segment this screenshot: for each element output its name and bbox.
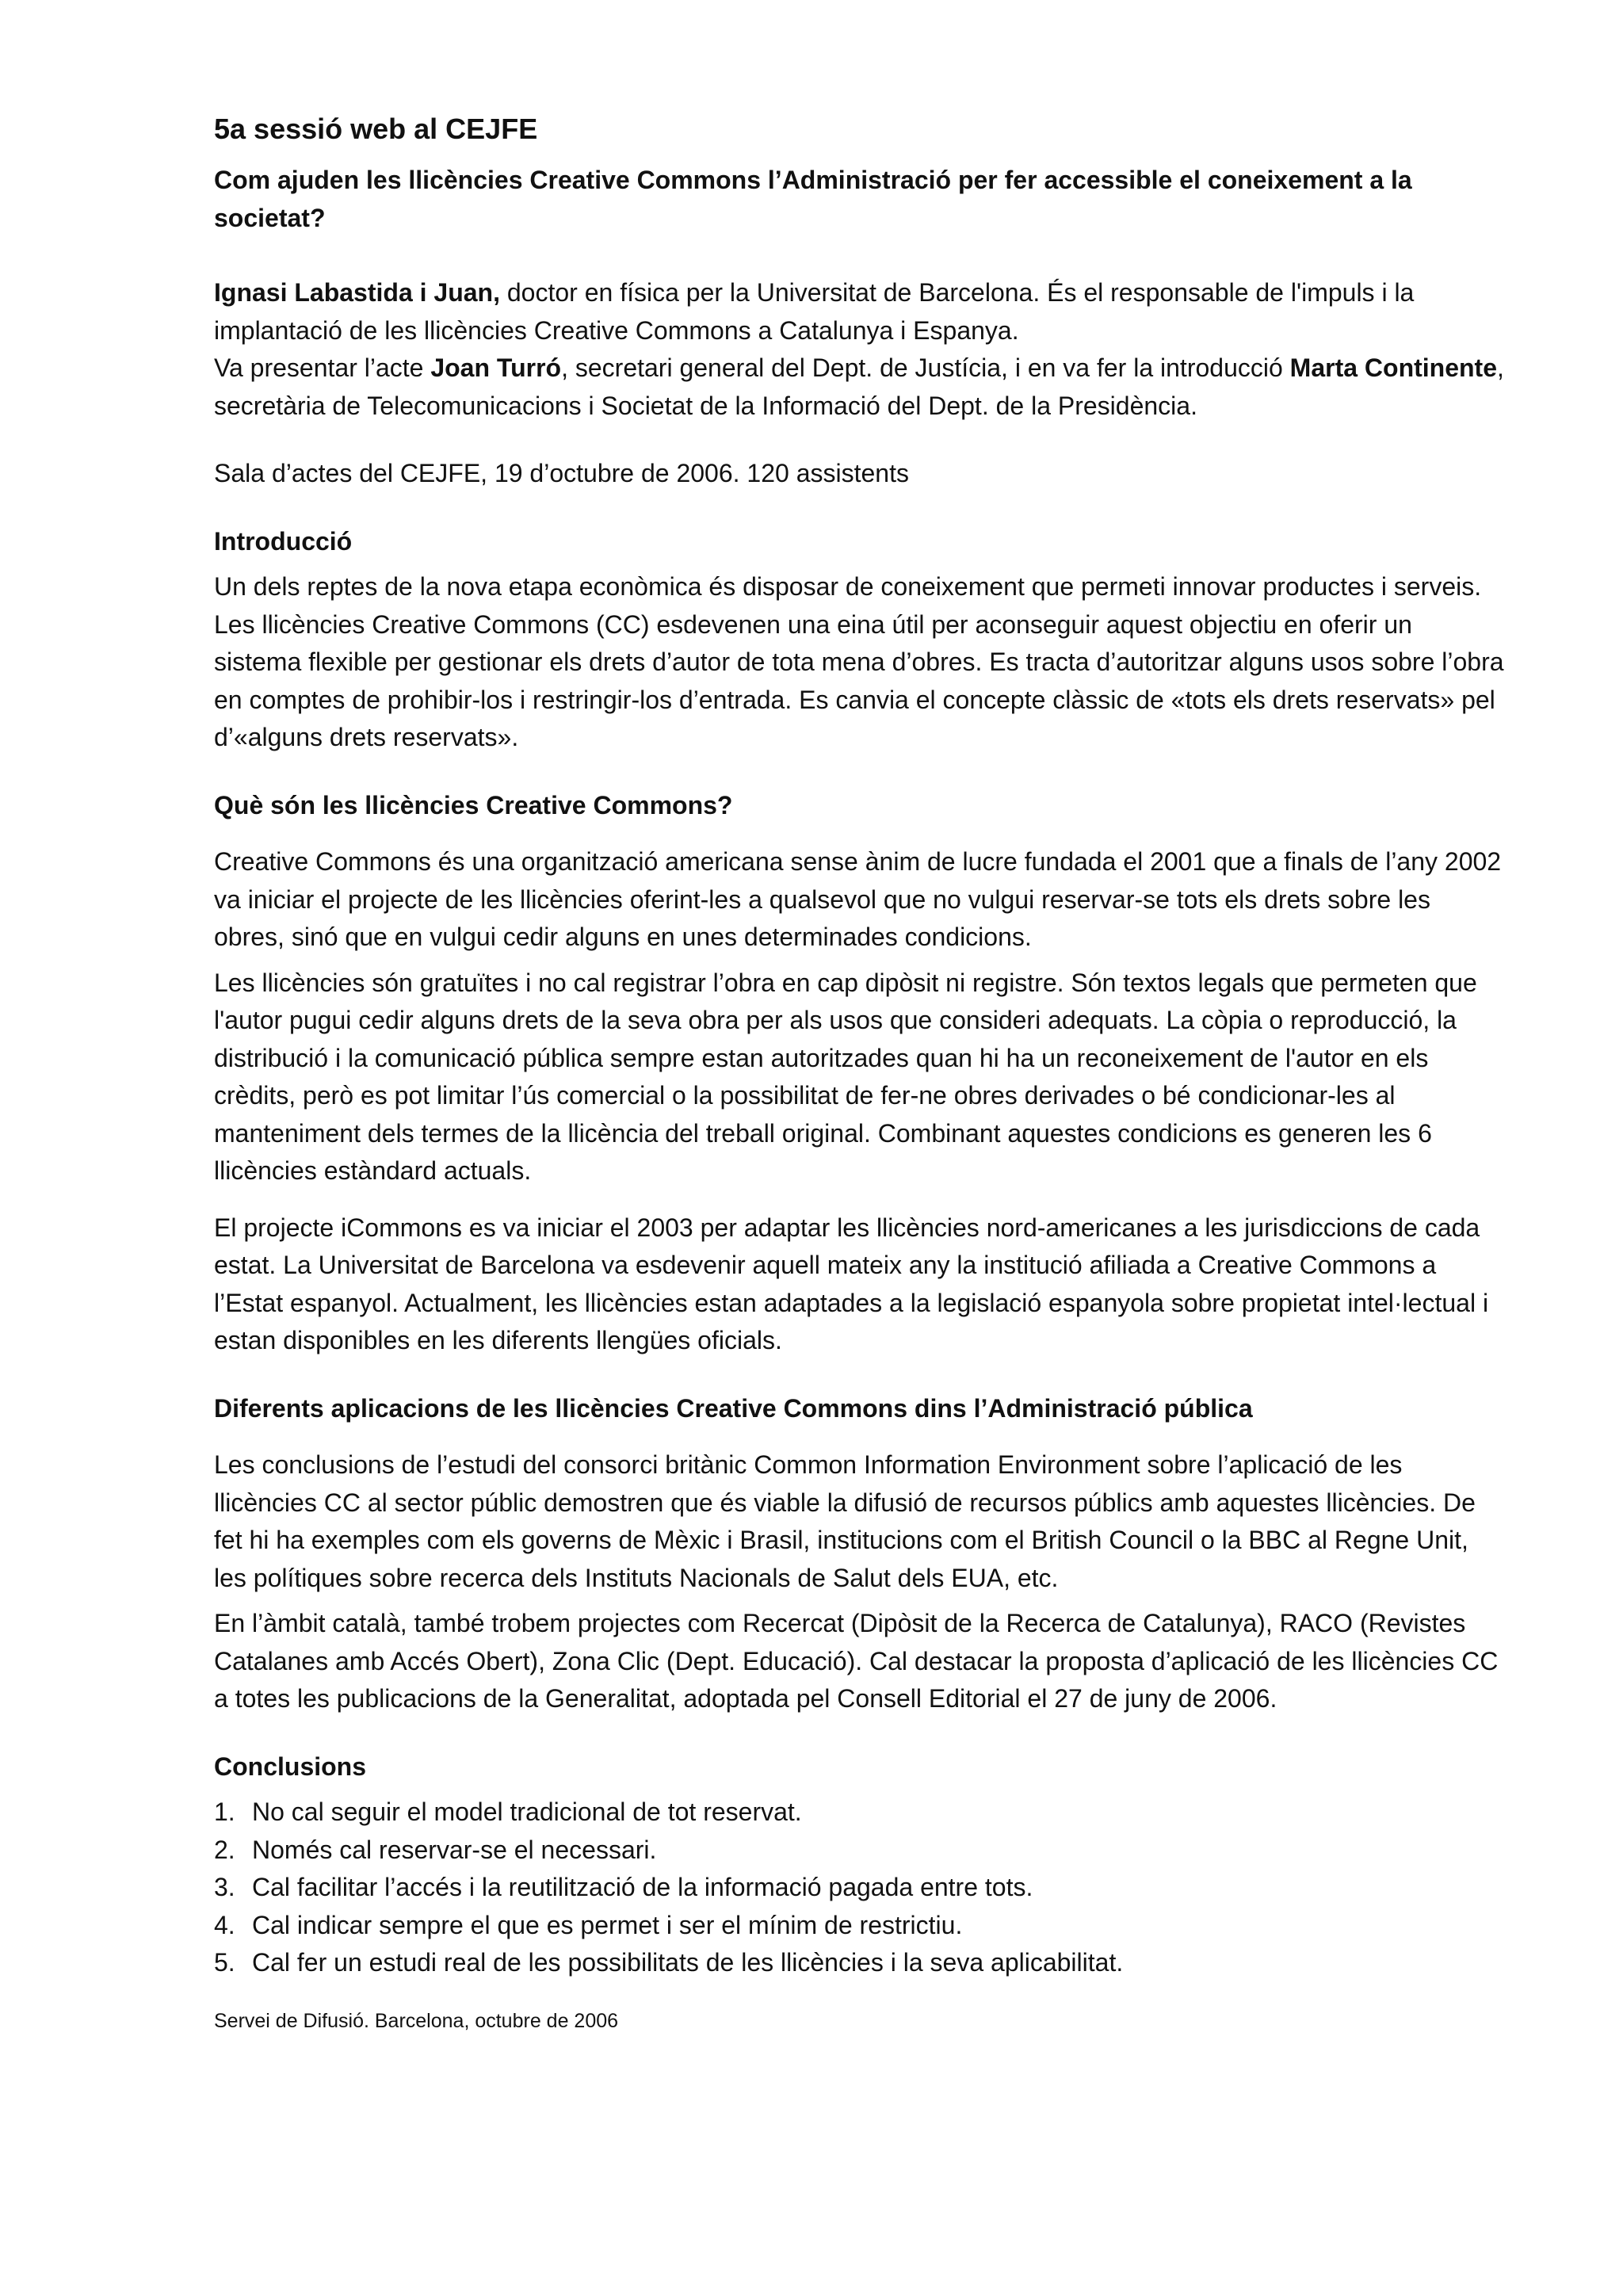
applications-paragraph-2: En l’àmbit català, també trobem projectes com Recercat (Dipòsit de la Recerca de Catalunya), RACO (Revistes Catalanes amb Accés Obert), Zona Clic (Dept. Educació). Cal destacar la proposta d’aplicació de les llicències CC a totes les publicacions de la Generalitat, adoptada pel Consell Editorial el 27 de juny de 2006. xyxy=(214,1609,1499,1713)
page-title: 5a sessió web al CEJFE xyxy=(214,113,538,145)
section-heading-introduction: Introducció xyxy=(214,526,353,556)
footer-note: Servei de Difusió. Barcelona, octubre de 2006 xyxy=(214,2009,619,2032)
what-paragraph-2: Les llicències són gratuïtes i no cal registrar l’obra en cap dipòsit ni registre. Són textos legals que permeten que l'autor pugui cedir alguns drets de la seva obra per als usos que consideri adequats. La còpia o reproducció, la distribució i la comunicació pública sempre estan autoritzades quan hi ha un reconeixement de l'autor en els crèdits, però es pot limitar l’ús comercial o la possibilitat de fer-ne obres derivades o bé condicionar-les al manteniment dels termes de la llicència del treball original. Combinant aquestes condicions es generen les 6 llicències estàndard actuals. xyxy=(214,968,1477,1185)
list-item xyxy=(214,1832,1506,1870)
list-item xyxy=(214,1794,1506,1832)
presentation-text-2: , secretari general del Dept. de Justícia, i en va fer la introducció xyxy=(561,353,1290,382)
list-item-text: Només cal reservar-se el necessari. xyxy=(252,1835,657,1864)
introduction-paragraph: Un dels reptes de la nova etapa econòmica és disposar de coneixement que permeti innovar productes i serveis. Les llicències Creative Commons (CC) esdevenen una eina útil per aconseguir aquest objectiu en oferir un sistema flexible per gestionar els drets d’autor de tota mena d’obres. Es tracta d’autoritzar alguns usos sobre l’obra en comptes de prohibir-los i restringir-los d’entrada. Es canvia el concepte clàssic de «tots els drets reservats» pel d’«alguns drets reservats». xyxy=(214,572,1504,751)
list-item-number: 2. xyxy=(214,1835,235,1864)
list-item-number: 3. xyxy=(214,1873,235,1901)
session-subtitle: Com ajuden les llicències Creative Commons l’Administració per fer accessible el coneixement a la societat? xyxy=(214,166,1412,232)
list-item-number: 5. xyxy=(214,1948,235,1977)
list-item-number: 1. xyxy=(214,1797,235,1826)
introducer-name: Marta Continente xyxy=(1289,353,1497,382)
presentation-paragraph xyxy=(214,350,1506,425)
section-heading-conclusions: Conclusions xyxy=(214,1752,367,1781)
presenter-name: Joan Turró xyxy=(430,353,562,382)
applications-paragraph-1: Les conclusions de l’estudi del consorci britànic Common Information Environment sobre l’aplicació de les llicències CC al sector públic demostren que és viable la difusió de recursos públics amb aquestes llicències. De fet hi ha exemples com els governs de Mèxic i Brasil, institucions com el British Council o la BBC al Regne Unit, les polítiques sobre recerca dels Instituts Nacionals de Salut dels EUA, etc. xyxy=(214,1450,1476,1592)
list-item-text: Cal fer un estudi real de les possibilitats de les llicències i la seva aplicabilitat. xyxy=(252,1948,1124,1977)
list-item xyxy=(214,1907,1506,1945)
what-paragraph-3: El projecte iCommons es va iniciar el 2003 per adaptar les llicències nord-americanes a les jurisdiccions de cada estat. La Universitat de Barcelona va esdevenir aquell mateix any la institució afiliada a Creative Commons a l’Estat espanyol. Actualment, les llicències estan adaptades a la legislació espanyola sobre propietat intel·lectual i estan disponibles en les diferents llengües oficials. xyxy=(214,1213,1489,1354)
conclusions-list xyxy=(214,1794,1506,1982)
list-item-text: No cal seguir el model tradicional de tot reservat. xyxy=(252,1797,802,1826)
speaker-name: Ignasi Labastida i Juan, xyxy=(214,278,500,307)
list-item-text: Cal facilitar l’accés i la reutilització de la informació pagada entre tots. xyxy=(252,1873,1033,1901)
list-item-text: Cal indicar sempre el que es permet i ser el mínim de restrictiu. xyxy=(252,1910,963,1939)
venue-line: Sala d’actes del CEJFE, 19 d’octubre de 2006. 120 assistents xyxy=(214,459,909,487)
document-page xyxy=(214,111,1506,2054)
list-item xyxy=(214,1869,1506,1907)
section-heading-applications: Diferents aplicacions de les llicències Creative Commons dins l’Administració pública xyxy=(214,1393,1253,1423)
presentation-text-1: Va presentar l’acte xyxy=(214,353,431,382)
presentation-text-3: , secretària de Telecomunicacions i Societat de la Informació del Dept. de la Presidència. xyxy=(214,353,1504,420)
what-paragraph-1: Creative Commons és una organització americana sense ànim de lucre fundada el 2001 que a finals de l’any 2002 va iniciar el projecte de les llicències oferint-les a qualsevol que no vulgui reservar-se tots els drets sobre les obres, sinó que en vulgui cedir alguns en unes determinades condicions. xyxy=(214,847,1502,951)
speaker-paragraph xyxy=(214,274,1506,350)
speaker-bio: doctor en física per la Universitat de Barcelona. És el responsable de l'impuls i la implantació de les llicències Creative Commons a Catalunya i Espanya. xyxy=(214,278,1415,345)
list-item xyxy=(214,1944,1506,1982)
section-heading-what-are-cc: Què són les llicències Creative Commons? xyxy=(214,790,733,819)
list-item-number: 4. xyxy=(214,1910,235,1939)
